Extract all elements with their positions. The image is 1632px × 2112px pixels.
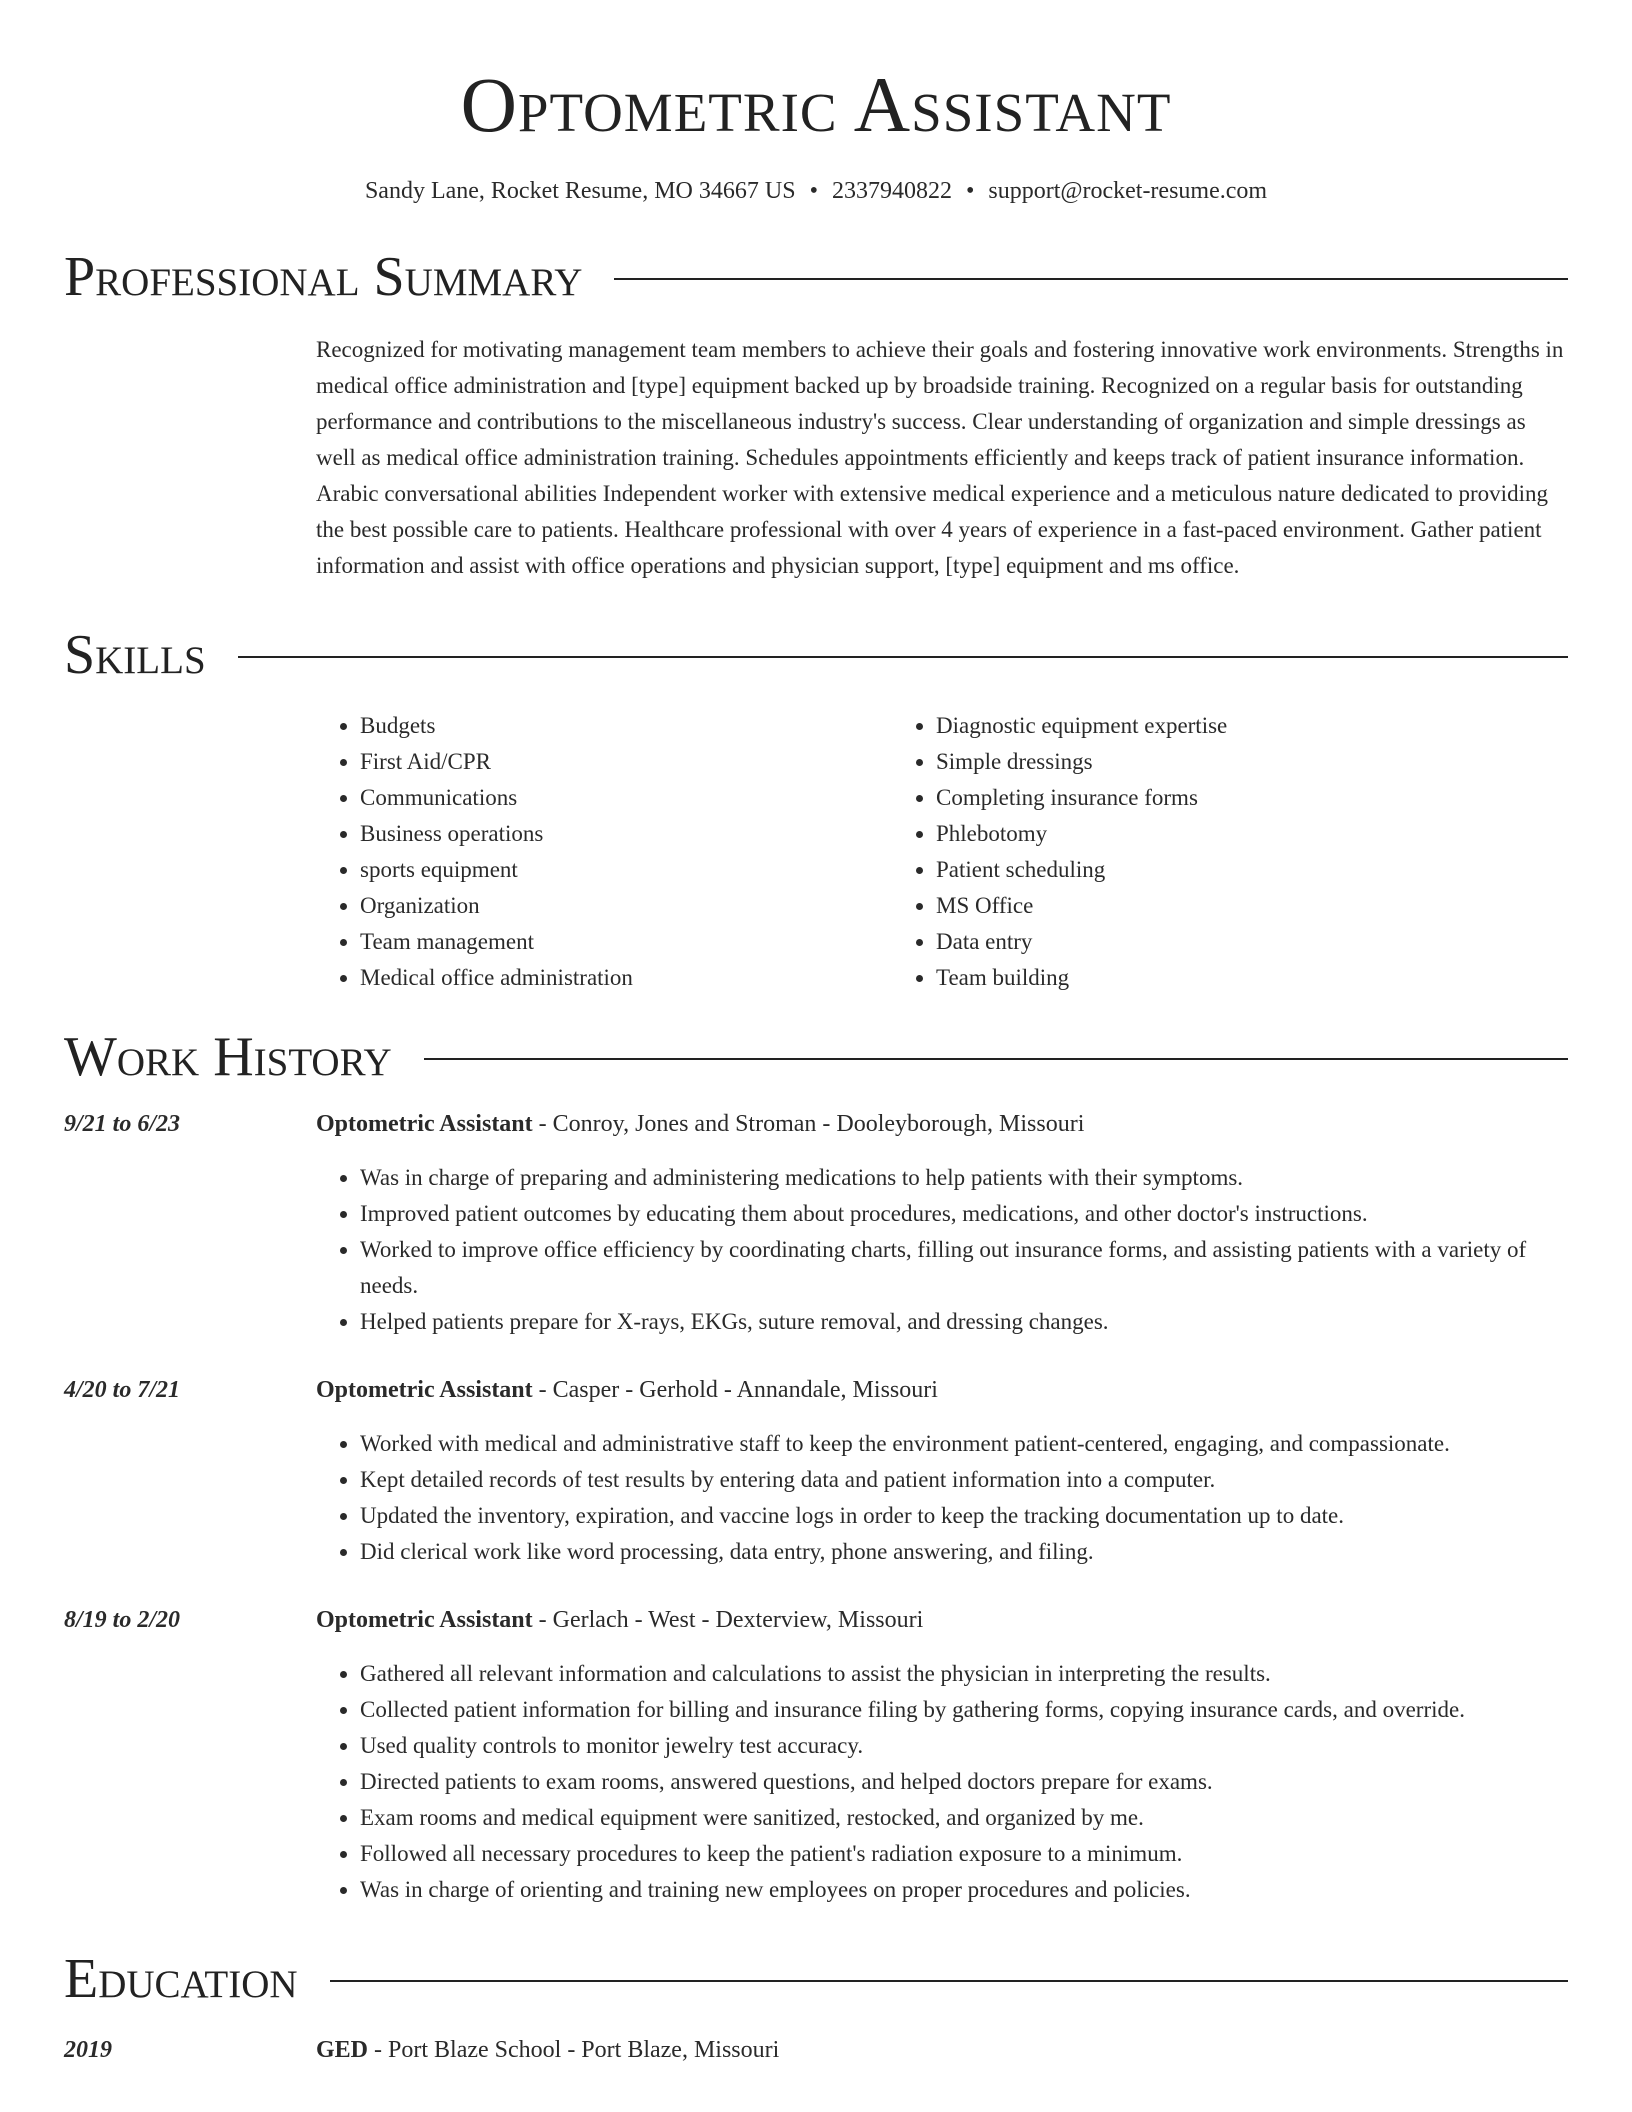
work-history-section bbox=[64, 1026, 1568, 1908]
contact-email: support@rocket-resume.com bbox=[988, 178, 1268, 204]
skill-item: • sports equipment bbox=[360, 852, 892, 888]
job-bullet: • Collected patient information for billing and insurance filing by gathering forms, copying insurance cards, and override. bbox=[360, 1692, 1568, 1728]
education-degree: GED bbox=[316, 2037, 369, 2063]
skill-item: • Communications bbox=[360, 780, 892, 816]
job-title: Optometric Assistant bbox=[316, 1607, 533, 1633]
job-header bbox=[64, 1372, 1568, 1408]
job-entry bbox=[64, 1602, 1568, 1908]
skill-item: • First Aid/CPR bbox=[360, 744, 892, 780]
section-divider bbox=[424, 1058, 1568, 1060]
skill-item: • Data entry bbox=[936, 924, 1468, 960]
skill-item: • Completing insurance forms bbox=[936, 780, 1468, 816]
education-section-header bbox=[64, 1948, 1568, 2010]
skills-column-left bbox=[316, 708, 892, 996]
job-title-line bbox=[316, 1602, 923, 1638]
job-bullet: • Improved patient outcomes by educating them about procedures, medications, and other doctor's instructions. bbox=[360, 1196, 1568, 1232]
skill-item: • Team building bbox=[936, 960, 1468, 996]
job-bullets bbox=[316, 1656, 1568, 1908]
job-company: - Gerlach - West - Dexterview, Missouri bbox=[532, 1607, 924, 1633]
job-bullet: • Was in charge of orienting and training new employees on proper procedures and policies. bbox=[360, 1872, 1568, 1908]
job-company: - Conroy, Jones and Stroman - Dooleyborough, Missouri bbox=[532, 1111, 1085, 1137]
skill-item: • Diagnostic equipment expertise bbox=[936, 708, 1468, 744]
job-bullet: • Was in charge of preparing and administering medications to help patients with their symptoms. bbox=[360, 1160, 1568, 1196]
section-divider bbox=[330, 1980, 1568, 1982]
job-title: Optometric Assistant bbox=[316, 1377, 533, 1403]
job-bullet: • Updated the inventory, expiration, and vaccine logs in order to keep the tracking documentation up to date. bbox=[360, 1498, 1568, 1534]
job-entry bbox=[64, 1372, 1568, 1570]
job-bullet: • Did clerical work like word processing, data entry, phone answering, and filing. bbox=[360, 1534, 1568, 1570]
education-line bbox=[316, 2032, 779, 2068]
skill-item: • Patient scheduling bbox=[936, 852, 1468, 888]
job-entry bbox=[64, 1106, 1568, 1340]
skill-item: • Budgets bbox=[360, 708, 892, 744]
job-header bbox=[64, 1106, 1568, 1142]
job-title-line bbox=[316, 1372, 938, 1408]
job-bullet: • Worked with medical and administrative staff to keep the environment patient-centered, engaging, and compassionate. bbox=[360, 1426, 1568, 1462]
work-heading: Work History bbox=[64, 1026, 392, 1088]
work-section-header bbox=[64, 1026, 1568, 1088]
job-bullet: • Kept detailed records of test results by entering data and patient information into a computer. bbox=[360, 1462, 1568, 1498]
job-bullet: • Worked to improve office efficiency by coordinating charts, filling out insurance forms, and assisting patients with a variety of needs. bbox=[360, 1232, 1568, 1304]
contact-separator: • bbox=[809, 178, 818, 204]
job-bullet: • Helped patients prepare for X-rays, EKGs, suture removal, and dressing changes. bbox=[360, 1304, 1568, 1340]
job-dates: 9/21 to 6/23 bbox=[64, 1111, 181, 1137]
skill-item: • Phlebotomy bbox=[936, 816, 1468, 852]
contact-line bbox=[64, 176, 1568, 206]
job-bullet: • Used quality controls to monitor jewelry test accuracy. bbox=[360, 1728, 1568, 1764]
job-title-line bbox=[316, 1106, 1084, 1142]
education-school: - Port Blaze School - Port Blaze, Missouri bbox=[368, 2037, 780, 2063]
section-divider bbox=[614, 278, 1568, 280]
job-header bbox=[64, 1602, 1568, 1638]
education-entry bbox=[64, 2032, 1568, 2068]
skills-heading: Skills bbox=[64, 624, 206, 686]
summary-section-header bbox=[64, 246, 1568, 308]
job-bullets bbox=[316, 1426, 1568, 1570]
skills-section-header bbox=[64, 624, 1568, 686]
resume-name-title: Optometric Assistant bbox=[460, 61, 1172, 148]
skill-item: • Organization bbox=[360, 888, 892, 924]
contact-separator: • bbox=[965, 178, 975, 204]
education-heading: Education bbox=[64, 1948, 298, 2010]
skills-list bbox=[316, 708, 1568, 996]
job-bullet: • Gathered all relevant information and calculations to assist the physician in interpreting the results. bbox=[360, 1656, 1568, 1692]
skill-item: • Medical office administration bbox=[360, 960, 892, 996]
skill-item: • Business operations bbox=[360, 816, 892, 852]
job-bullet: • Followed all necessary procedures to keep the patient's radiation exposure to a minimum. bbox=[360, 1836, 1568, 1872]
skills-column-right bbox=[892, 708, 1468, 996]
skill-item: • MS Office bbox=[936, 888, 1468, 924]
job-dates: 4/20 to 7/21 bbox=[64, 1377, 181, 1403]
job-dates: 8/19 to 2/20 bbox=[64, 1607, 181, 1633]
contact-phone: 2337940822 bbox=[831, 178, 952, 204]
section-divider bbox=[238, 656, 1568, 658]
job-bullet: • Directed patients to exam rooms, answered questions, and helped doctors prepare for exams. bbox=[360, 1764, 1568, 1800]
job-company: - Casper - Gerhold - Annandale, Missouri bbox=[532, 1377, 938, 1403]
summary-heading: Professional Summary bbox=[64, 246, 583, 308]
job-bullet: • Exam rooms and medical equipment were sanitized, restocked, and organized by me. bbox=[360, 1800, 1568, 1836]
education-year: 2019 bbox=[64, 2037, 112, 2063]
contact-address: Sandy Lane, Rocket Resume, MO 34667 US bbox=[364, 178, 796, 204]
job-bullets bbox=[316, 1160, 1568, 1340]
job-title: Optometric Assistant bbox=[316, 1111, 533, 1137]
skill-item: • Simple dressings bbox=[936, 744, 1468, 780]
skill-item: • Team management bbox=[360, 924, 892, 960]
summary-text: Recognized for motivating management team members to achieve their goals and fostering innovative work environments. Strengths in medical office administration and [type] equipment backed up by broadside training. Recognized on a regular basis for outstanding performance and contributions to the miscellaneous industry's success. Clear understanding of organization and simple dressings as well as medical office administration training. Schedules appointments efficiently and keeps track of patient insurance information. Arabic conversational abilities Independent worker with extensive medical experience and a meticulous nature dedicated to providing the best possible care to patients. Healthcare professional with over 4 years of experience in a fast-paced environment. Gather patient information and assist with office operations and physician support, [type] equipment and ms office. bbox=[316, 337, 1564, 578]
